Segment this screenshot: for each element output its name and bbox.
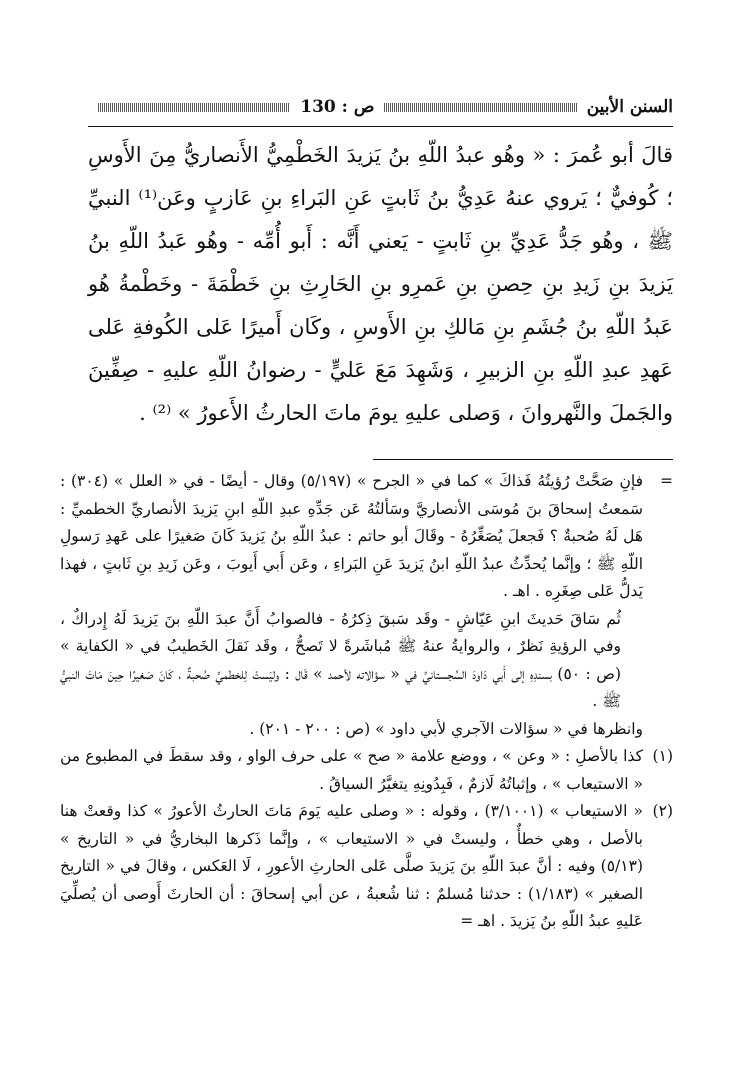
book-title: السنن الأبين	[586, 97, 673, 117]
header-ornament-right	[384, 103, 576, 112]
footnote-paragraph: ثُم سَاقَ حَديثَ ابنِ عَيّاشٍ - وقَد سَبقَ ذِكرُهُ - فالصوابُ أَنَّ عبدَ اللّهِ بنَ يَزيدَ لَهُ إِدراكٌ ، وفي الرؤيةِ نَظرٌ ، والروايةُ عنهُ ﷺ مُباشَرةً لا تَصحُّ ، وقَد نَقلَ الخَطيبُ في « الكفاية » (ص : ٥٠) بسندِهِ إلى أَبي دَاودَ السِّجستانيِّ في « سؤالاته لأحمد » قَال : وليَستْ لِلخطميِّ صُحبةٌ ، كَانَ صَغيرًا حِينَ مَاتَ النبيُّ ﷺ .	[60, 609, 621, 710]
footnote-paragraph: كذا بالأصلِ : « وعن » ، ووضع علامة « صح » على حرف الواو ، وقد سقطَ في المطبوع من « الاستيعاب » ، وإثباتُهُ لَازمٌ ، فَبِدُونِهِ يتغيَّرُ السياقُ .	[60, 747, 643, 793]
footnote-2	[60, 798, 673, 936]
running-header	[88, 92, 673, 122]
footnote-mark: =	[660, 472, 673, 490]
page-number: ص : 130	[300, 97, 375, 117]
main-text	[88, 134, 673, 435]
footnote-body	[60, 468, 643, 743]
footnotes	[60, 468, 673, 936]
footnote-mark: (٢)	[652, 802, 673, 820]
footnote-1	[60, 743, 673, 798]
footnote-paragraph: « الاستيعاب » (٣/١٠٠١) ، وقوله : « وصلى عليه يَومَ مَاتَ الحارثُ الأعورُ » كذا وقعتْ هنا بالأصل ، وهي خطأٌ ، وليستْ في « الاستيعاب » ، وإنَّما ذَكرها البخاريُّ في « التاريخ » (٥/١٣) وفيه : أنَّ عبدَ اللّهِ بنَ يَزيدَ صلَّى عَلى الحارثِ الأعورِ ، لَا العَكس ، وقالَ في « التاريخ الصغير » (١/١٨٣) : حدثنا مُسلمٌ : ثنا شُعبةُ ، عن أبي إسحاقَ : أن الحارثَ أَوصى أن يُصلِّيَ عَليهِ عبدُ اللّهِ بنُ يَزيدَ . اهـ =	[60, 802, 644, 930]
footnote-mark: (١)	[652, 747, 673, 765]
footnote-paragraph: فإنِ صَحَّتْ رُؤيتُهُ فَذاكَ » كما في « الجرح » (٥/١٩٧) وقال - أيضًا - في « العلل » (٣٠٤) : سَمعتُ إسحاقَ بنَ مُوسَى الأنصاريَّ وسَألتُهُ عَن جَدِّهِ عبدِ اللّهِ ابنِ يَزيدَ الأنصاريِّ الخطميِّ : هَل لَهُ صُحبةٌ ؟ فَجعلَ يُصَغِّرُهُ - وقَالَ أبو حاتم : عبدُ اللّهِ بنُ يَزيدَ كَانَ صَغيرًا على عَهدِ رَسولِ اللّهِ ﷺ ؛ وإنَّما يُحدِّثُ عبدُ اللّهِ ابنُ يَزيدَ عَنِ البَراءِ ، وعَن أَبي أَيوبَ ، وعَن زَيدِ بنِ ثَابتٍ ، فهذا يَدلُّ عَلى صِغَرِه . اهـ .	[60, 472, 644, 600]
footnote-body	[60, 798, 643, 936]
footnote-paragraph: وانظرها في « سؤالات الآجري لأبي داود » (ص : ٢٠٠ - ٢٠١) .	[249, 719, 643, 738]
footnote-continuation	[60, 468, 673, 743]
header-ornament-left	[98, 103, 290, 112]
main-paragraph: قالَ أبو عُمرَ : « وهُو عبدُ اللّهِ بنُ يَزيدَ الخَطْمِيُّ الأَنصاريُّ مِنَ الأَوسِ ؛ كُوفيٌّ ؛ يَروي عنهُ عَدِيُّ بنُ ثَابتٍ عَنِ البَراءِ بنِ عَازبٍ وعَن⁽¹⁾ النبيِّ ﷺ ، وهُو جَدُّ عَدِيِّ بنِ ثَابتٍ - يَعني أَنَّه : أَبو أُمِّه - وهُو عَبدُ اللّهِ بنُ يَزيدَ بنِ زَيدِ بنِ حِصنِ بنِ عَمرِو بنِ الحَارِثِ بنِ خَطْمَةَ - وخَطْمةُ هُو عَبدُ اللّهِ بنُ جُشَمِ بنِ مَالكِ بنِ الأَوسِ ، وكَان أَميرًا عَلى الكُوفةِ عَلى عَهدِ عبدِ اللّهِ بنِ الزبيرِ ، وَشَهِدَ مَعَ عَليٍّ - رضوانُ اللّهِ عليهِ - صِفِّينَ والجَملَ والنَّهروانَ ، وَصلى عليهِ يومَ ماتَ الحارثُ الأَعورُ » ⁽²⁾ .	[88, 143, 674, 425]
header-rule	[88, 126, 673, 127]
footnote-separator	[373, 459, 673, 460]
footnote-body	[60, 743, 643, 798]
